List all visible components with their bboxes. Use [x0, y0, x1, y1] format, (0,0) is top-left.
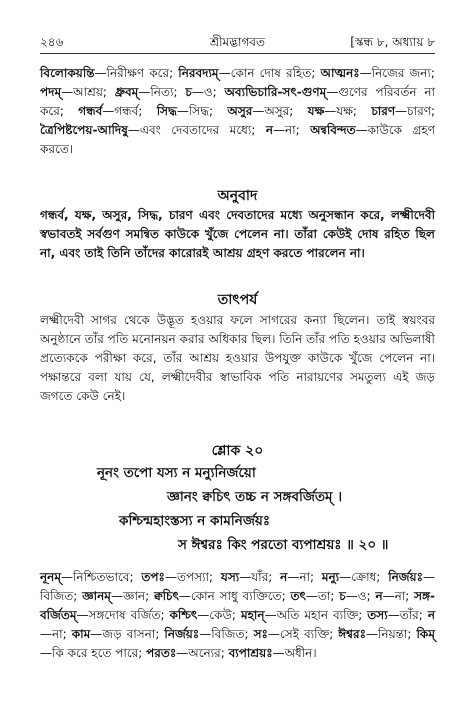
synonyms-top	[40, 64, 435, 179]
synonym-word: আত্মনঃ	[320, 66, 360, 80]
synonym-word: চ	[185, 85, 192, 99]
synonym-meaning: —ক্রোধ;	[339, 570, 389, 584]
synonym-meaning: —বিজিত;	[199, 627, 254, 641]
synonym-word: ন	[280, 570, 288, 584]
synonym-meaning: —নিত্য;	[138, 85, 186, 99]
synonym-meaning: —কোন দোষ রহিত;	[218, 66, 321, 80]
synonym-word: কিম্	[416, 627, 435, 641]
synonym-word: কাম	[71, 627, 91, 641]
verse-heading: শ্লোক ২০	[211, 443, 264, 459]
book-title: শ্রীমদ্ভাগবত	[209, 35, 265, 49]
synonym-word: বিলোকয়ন্তি	[40, 66, 95, 80]
synonym-meaning: —কাউকে গ্রহণ করতে।	[40, 123, 435, 156]
synonym-meaning: —নিজের জন্য;	[359, 66, 435, 80]
synonym-meaning: —চারণ;	[395, 104, 435, 118]
verse-line-1: নূনং তপো যস্য ন মন্যুনির্জয়ো	[97, 465, 256, 481]
synonym-meaning: —যাঁর;	[239, 570, 281, 584]
synonym-word: তস্য	[367, 608, 388, 622]
synonym-word: সিদ্ধ	[156, 104, 177, 118]
synonym-meaning: —অধীন।	[272, 646, 317, 660]
synonym-word: যক্ষ	[307, 104, 325, 118]
synonym-meaning: —যক্ষ;	[324, 104, 372, 118]
synonym-meaning: —সিদ্ধ;	[176, 104, 228, 118]
synonym-meaning: —বিজিত;	[40, 570, 435, 603]
purport-heading: তাৎপর্য	[217, 292, 258, 308]
synonym-word: ন	[427, 608, 435, 622]
verse-line-2: জ্ঞানং ক্বচিৎ তচ্চ ন সঙ্গবর্জিতম্ ।	[167, 489, 343, 505]
synonym-word: পদম্	[40, 85, 62, 99]
synonym-word: ধ্রুবম্	[114, 85, 139, 99]
synonym-word: চারণ	[371, 104, 396, 118]
synonym-meaning: —জড় বাসনা;	[90, 627, 165, 641]
synonym-meaning: —এবং দেবতাদের মধ্যে;	[127, 123, 266, 137]
synonym-meaning: —না;	[40, 627, 72, 641]
verse-line-3: কশ্চিন্মহাংস্তস্য ন কামনির্জয়ঃ	[119, 513, 271, 529]
synonym-meaning: —সেই ব্যক্তি;	[267, 627, 339, 641]
synonym-meaning: —নিশ্চিতভাবে;	[61, 570, 142, 584]
synonym-meaning: —গন্ধর্ব;	[102, 104, 157, 118]
header-rule	[40, 53, 435, 54]
synonym-meaning: —ও;	[191, 85, 225, 99]
synonym-word: গন্ধর্ব	[78, 104, 103, 118]
synonym-word: তৎ	[290, 589, 306, 603]
synonym-meaning: —তা;	[305, 589, 340, 603]
synonym-word: নির্জয়ঃ	[388, 570, 423, 584]
synonym-word: কশ্চিৎ	[169, 608, 198, 622]
synonym-meaning: —না;	[382, 589, 415, 603]
purport-text: লক্ষ্মীদেবী সাগর থেকে উদ্ভূত হওয়ার ফলে সাগরের কন্যা ছিলেন। তাই স্বয়ংবর অনুষ্ঠানে তাঁর পতি মনোনয়ন করার অধিকার ছিল। তিনি তাঁর পতি হওয়ার অভিলাষী প্রত্যেককে পরীক্ষা করে, তাঁর আশ্রয় হওয়ার উপযুক্ত কাউকে খুঁজে পেলেন না। পক্ষান্তরে বলা যায় যে, লক্ষ্মীদেবীর স্বাভাবিক পতি নারায়ণের সমতুল্য এই জড় জগতে কেউ নেই।	[40, 313, 435, 403]
synonym-meaning: —সঙ্গদোষ বর্জিত;	[76, 608, 170, 622]
synonym-word: যস্য	[220, 570, 240, 584]
synonym-meaning: —না;	[287, 570, 322, 584]
synonym-meaning: —গুণের পরিবর্তন না করে;	[40, 85, 435, 118]
page-header	[40, 30, 435, 54]
translation-text: গন্ধর্ব, যক্ষ, অসুর, সিদ্ধ, চারণ এবং দেবতাদের মধ্যে অনুসন্ধান করে, লক্ষ্মীদেবী স্বভাবতই সর্বগুণ সমন্বিত কাউকে খুঁজে পেলেন না। তাঁরা কেউই দোষ রহিত ছিল না, এবং তাই তিনি তাঁদের কারোরই আশ্রয় গ্রহণ করতে পারলেন না।	[40, 208, 435, 260]
synonym-meaning: —নিয়ন্তা;	[365, 627, 417, 641]
synonym-meaning: —কেউ;	[197, 608, 241, 622]
synonym-word: অন্ববিন্দত	[310, 123, 356, 137]
synonym-meaning: —অতি মহান ব্যক্তি;	[264, 608, 368, 622]
synonym-meaning: —না;	[272, 123, 311, 137]
synonym-word: সঙ্গ-বর্জিতম্	[40, 589, 435, 622]
synonym-word: নিরবদ্যম্	[178, 66, 219, 80]
synonym-word: পরতঃ	[146, 646, 177, 660]
synonym-word: জ্ঞানম্	[82, 589, 111, 603]
verse-line-4: স ঈশ্বরঃ কিং পরতো ব্যপাশ্রয়ঃ ॥ ২০ ॥	[178, 537, 389, 553]
synonym-word: ক্বচিৎ	[153, 589, 179, 603]
synonym-meaning: —আশ্রয়;	[61, 85, 115, 99]
synonym-word: চ	[339, 589, 346, 603]
synonyms-bottom	[40, 568, 435, 703]
synonym-word: ন	[375, 589, 383, 603]
synonym-word: সঃ	[253, 627, 268, 641]
synonym-word: ঈশ্বরঃ	[338, 627, 366, 641]
chapter-reference: [স্কন্ধ ৮, অধ্যায় ৮	[350, 35, 435, 49]
synonym-word: তপঃ	[141, 570, 165, 584]
synonym-word: অসুর	[227, 104, 253, 118]
synonym-word: অব্যভিচারি-সৎ-গুণম্	[224, 85, 327, 99]
synonym-word: নূনম্	[40, 570, 61, 584]
synonym-meaning: —তপস্যা;	[164, 570, 221, 584]
page-number: ২৪৬	[40, 35, 64, 49]
synonym-meaning: —জ্ঞান;	[110, 589, 154, 603]
synonym-word: মহান্	[240, 608, 265, 622]
synonym-meaning: —তাঁর;	[387, 608, 428, 622]
synonym-meaning: —নিরীক্ষণ করে;	[94, 66, 179, 80]
synonym-meaning: —কোন সাধু ব্যক্তিতে;	[178, 589, 291, 603]
synonym-meaning: —ও;	[345, 589, 376, 603]
synonym-word: ন	[265, 123, 273, 137]
synonym-meaning: —কি করে হতে পারে;	[40, 646, 147, 660]
synonym-meaning: —অন্যের;	[176, 646, 229, 660]
synonym-word: নির্জয়ঃ	[164, 627, 200, 641]
synonym-meaning: —অসুর;	[252, 104, 308, 118]
translation-heading: অনুবাদ	[217, 188, 258, 204]
synonym-word: ব্যপাশ্রয়ঃ	[228, 646, 273, 660]
synonym-word: মন্যু	[321, 570, 340, 584]
synonym-word: ত্রৈপিষ্টপেয়-আদিষু	[40, 123, 128, 137]
